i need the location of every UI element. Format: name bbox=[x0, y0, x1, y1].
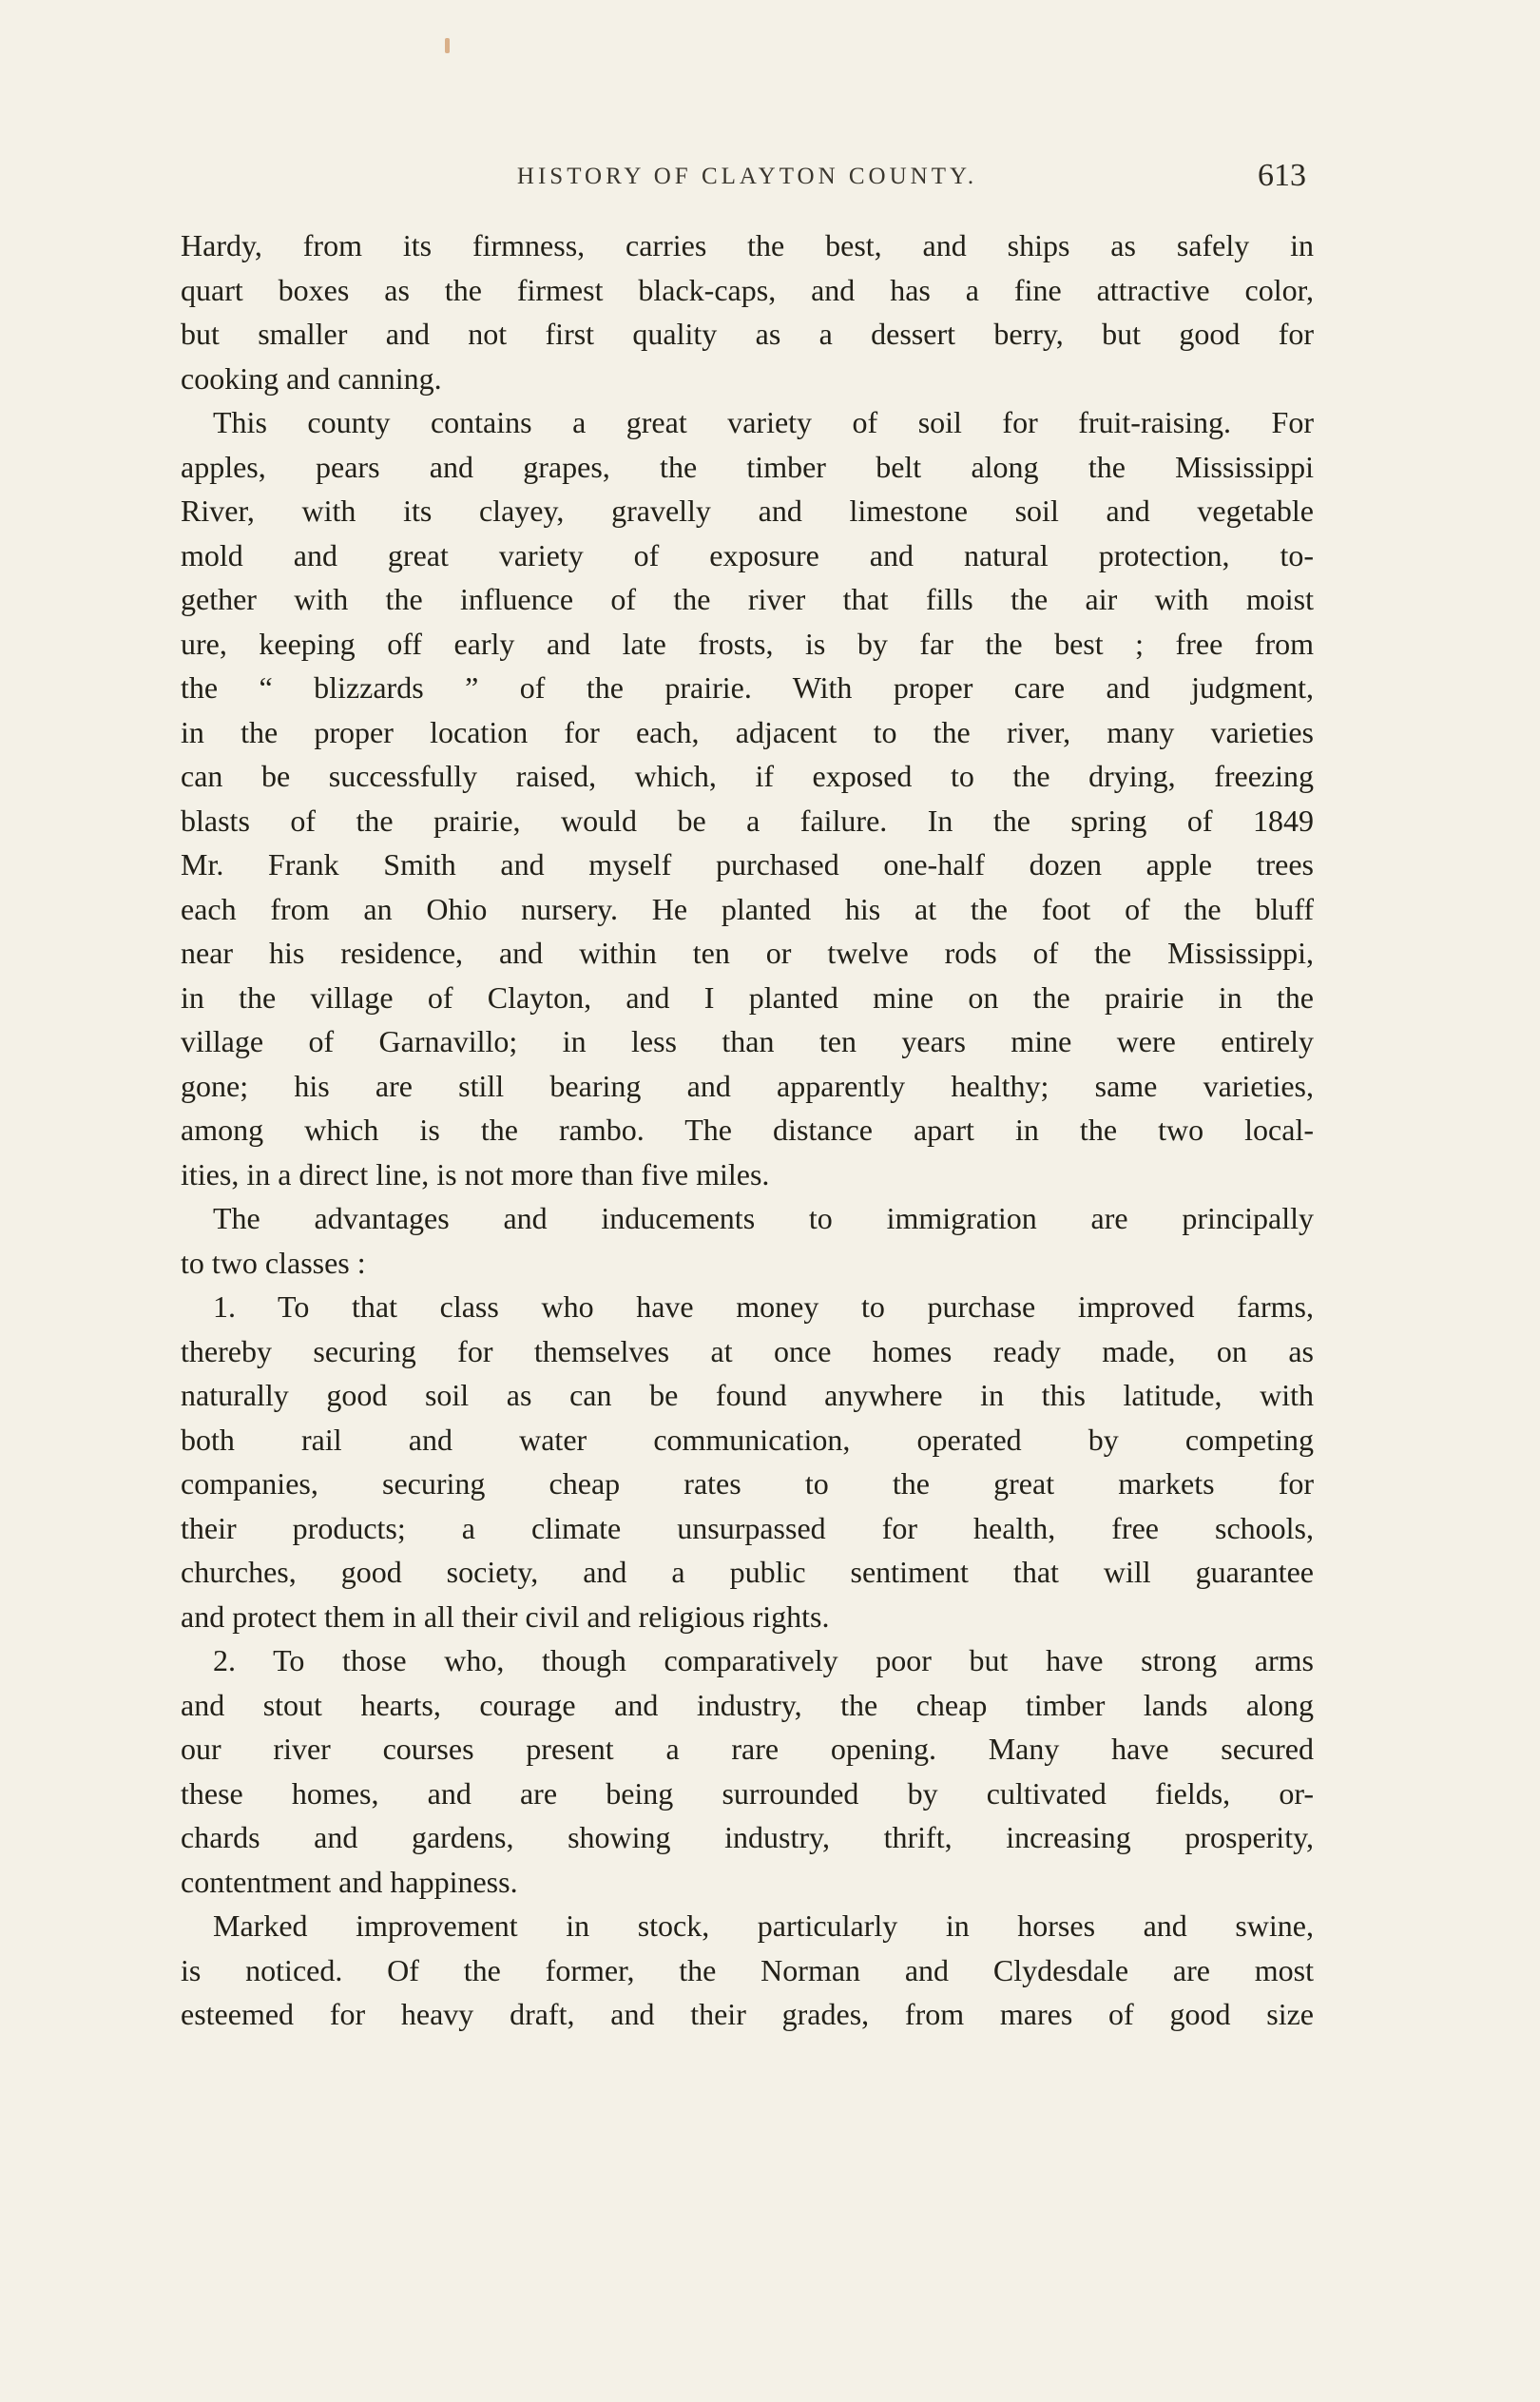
text-line: each from an Ohio nursery. He planted his at the foot of the bluff bbox=[181, 891, 1314, 926]
text-line: can be successfully raised, which, if exposed to the drying, freezing bbox=[181, 759, 1314, 793]
text-line: gone; his are still bearing and apparently healthy; same varieties, bbox=[181, 1068, 1314, 1103]
text-line: both rail and water communication, operated by competing bbox=[181, 1422, 1314, 1457]
text-line: in the proper location for each, adjacent to the river, many varieties bbox=[181, 714, 1314, 749]
text-line: near his residence, and within ten or twelve rods of the Mississippi, bbox=[181, 936, 1314, 970]
text-line: 1. To that class who have money to purchase improved farms, bbox=[213, 1289, 1314, 1324]
text-line: apples, pears and grapes, the timber belt along the Mississippi bbox=[181, 449, 1314, 484]
text-line: Marked improvement in stock, particularly in horses and swine, bbox=[213, 1908, 1314, 1943]
text-line: ure, keeping off early and late frosts, is by far the best ; free from bbox=[181, 626, 1314, 661]
text-line: these homes, and are being surrounded by cultivated fields, or- bbox=[181, 1775, 1314, 1811]
text-line: but smaller and not first quality as a dessert berry, but good for bbox=[181, 317, 1314, 351]
running-title: HISTORY OF CLAYTON COUNTY. bbox=[516, 164, 978, 189]
text-line: Hardy, from its firmness, carries the best, and ships as safely in bbox=[181, 228, 1314, 262]
text-line: gether with the influence of the river that fills the air with moist bbox=[181, 582, 1314, 616]
text-line: their products; a climate unsurpassed for health, free schools, bbox=[181, 1510, 1314, 1545]
text-line: our river courses present a rare opening. Many have secured bbox=[181, 1732, 1314, 1766]
text-line: mold and great variety of exposure and natural protection, to- bbox=[181, 537, 1314, 572]
text-line: the “ blizzards ” of the prairie. With proper care and judgment, bbox=[181, 670, 1314, 705]
text-line: quart boxes as the firmest black-caps, and has a fine attractive color, bbox=[181, 272, 1314, 307]
text-line: The advantages and inducements to immigration are principally bbox=[213, 1201, 1314, 1235]
text-line: companies, securing cheap rates to the great markets for bbox=[181, 1466, 1314, 1501]
text-line: among which is the rambo. The distance apart in the two local- bbox=[181, 1113, 1314, 1147]
ink-speck bbox=[445, 38, 450, 53]
text-line: contentment and happiness. bbox=[181, 1864, 518, 1899]
text-line: cooking and canning. bbox=[181, 360, 442, 396]
text-line: 2. To those who, though comparatively poor but have strong arms bbox=[213, 1643, 1314, 1677]
text-line: ities, in a direct line, is not more than five miles. bbox=[181, 1156, 770, 1191]
text-line: churches, good society, and a public sentiment that will guarantee bbox=[181, 1555, 1314, 1589]
text-line: and protect them in all their civil and religious rights. bbox=[181, 1598, 830, 1634]
text-line: is noticed. Of the former, the Norman and Clydesdale are most bbox=[181, 1952, 1314, 1987]
text-line: thereby securing for themselves at once homes ready made, on as bbox=[181, 1333, 1314, 1368]
text-line: This county contains a great variety of soil for fruit-raising. For bbox=[213, 405, 1314, 439]
text-line: Mr. Frank Smith and myself purchased one-half dozen apple trees bbox=[181, 847, 1314, 881]
text-line: naturally good soil as can be found anywhere in this latitude, with bbox=[181, 1378, 1314, 1412]
text-line: in the village of Clayton, and I planted mine on the prairie in the bbox=[181, 979, 1314, 1015]
text-line: to two classes : bbox=[181, 1245, 366, 1280]
text-line: blasts of the prairie, would be a failure. In the spring of 1849 bbox=[181, 803, 1314, 838]
body-text bbox=[181, 223, 1314, 2037]
text-line: chards and gardens, showing industry, thrift, increasing prosperity, bbox=[181, 1820, 1314, 1854]
page-number: 613 bbox=[1258, 158, 1306, 193]
text-line: River, with its clayey, gravelly and limestone soil and vegetable bbox=[181, 494, 1314, 528]
text-line: village of Garnavillo; in less than ten years mine were entirely bbox=[181, 1024, 1314, 1058]
running-head bbox=[181, 160, 1314, 198]
text-line: and stout hearts, courage and industry, the cheap timber lands along bbox=[181, 1687, 1314, 1722]
text-line: esteemed for heavy draft, and their grades, from mares of good size bbox=[181, 1997, 1314, 2031]
